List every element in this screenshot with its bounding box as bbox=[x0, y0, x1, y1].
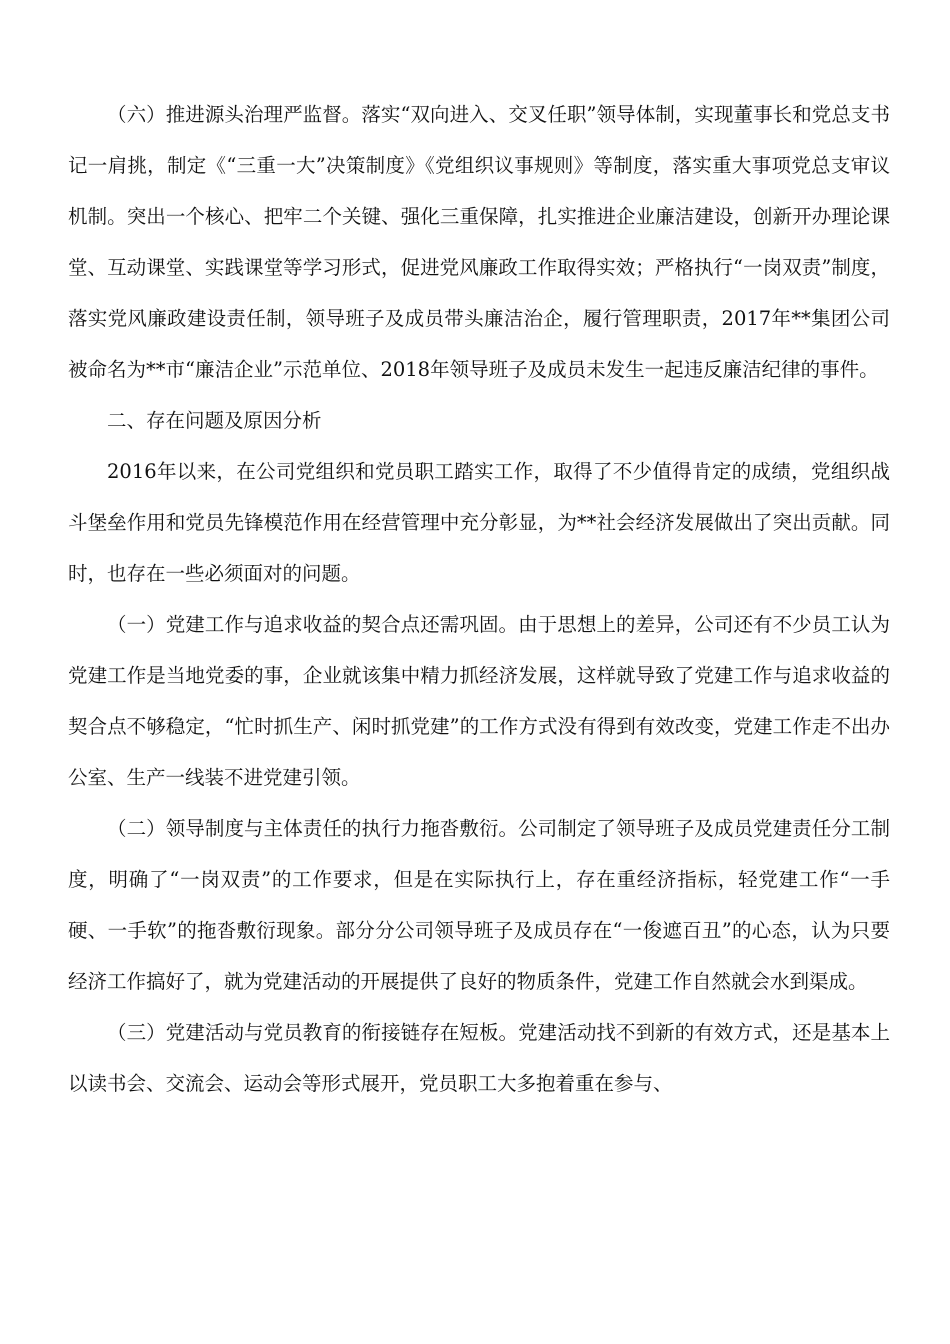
section-heading-problems: 二、存在问题及原因分析 bbox=[107, 409, 322, 432]
paragraph-problem-3: （三）党建活动与党员教育的衔接链存在短板。党建活动找不到新的有效方式，还是基本上以读书会、交流会、运动会等形式展开，党员职工大多抱着重在参与、 bbox=[68, 1021, 890, 1095]
paragraph-problem-2: （二）领导制度与主体责任的执行力拖沓敷衍。公司制定了领导班子及成员党建责任分工制度，明确了“一岗双责”的工作要求，但是在实际执行上，存在重经济指标，轻党建工作“一手硬、一手软”的拖沓敷衍现象。部分分公司领导班子及成员存在“一俊遮百丑”的心态，认为只要经济工作搞好了，就为党建活动的开展提供了良好的物质条件，党建工作自然就会水到渠成。 bbox=[68, 817, 890, 993]
paragraph-supervision: （六）推进源头治理严监督。落实“双向进入、交叉任职”领导体制，实现董事长和党总支书记一肩挑，制定《“三重一大”决策制度》《党组织议事规则》等制度，落实重大事项党总支审议机制。突出一个核心、把牢二个关键、强化三重保障，扎实推进企业廉洁建设，创新开办理论课堂、互动课堂、实践课堂等学习形式，促进党风廉政工作取得实效；严格执行“一岗双责”制度，落实党风廉政建设责任制，领导班子及成员带头廉洁治企，履行管理职责，2017年**集团公司被命名为**市“廉洁企业”示范单位、2018年领导班子及成员未发生一起违反廉洁纪律的事件。 bbox=[68, 103, 890, 381]
paragraph-problem-1: （一）党建工作与追求收益的契合点还需巩固。由于思想上的差异，公司还有不少员工认为党建工作是当地党委的事，企业就该集中精力抓经济发展，这样就导致了党建工作与追求收益的契合点不够稳定，“忙时抓生产、闲时抓党建”的工作方式没有得到有效改变，党建工作走不出办公室、生产一线装不进党建引领。 bbox=[68, 613, 890, 789]
paragraph-intro: 2016年以来，在公司党组织和党员职工踏实工作，取得了不少值得肯定的成绩，党组织战斗堡垒作用和党员先锋模范作用在经营管理中充分彰显，为**社会经济发展做出了突出贡献。同时，也存在一些必须面对的问题。 bbox=[68, 460, 890, 585]
document-body bbox=[68, 89, 890, 1109]
